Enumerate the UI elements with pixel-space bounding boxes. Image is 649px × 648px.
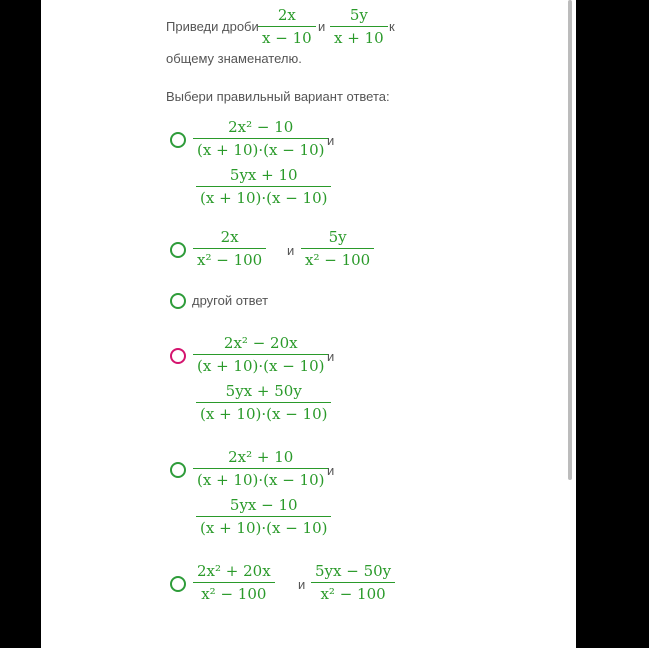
- option-4-fraction-2: $\frac{5yx + 50y}{(x + 10)\cdot(x - 10)}$: [196, 382, 331, 423]
- option-1-fraction-1: $\frac{\text{2x² − 10}}{(x + 10)\cdot(x - 10)}$: [193, 118, 328, 159]
- option-6-conj: и: [298, 577, 306, 592]
- option-6-fraction-1: $\frac{\text{2x² + 20x}}{\text{x² − 100}}$: [193, 562, 275, 603]
- option-4-radio[interactable]: [170, 348, 186, 364]
- option-1-radio[interactable]: [170, 132, 186, 148]
- option-2-conj: и: [287, 243, 295, 258]
- option-3-radio[interactable]: [170, 293, 186, 309]
- option-6-fraction-2: $\frac{5yx - 50y}{\text{x² − 100}}$: [311, 562, 395, 603]
- option-5-fraction-1: $\frac{\text{2x² + 10}}{(x + 10)\cdot(x - 10)}$: [193, 448, 328, 489]
- option-5-radio[interactable]: [170, 462, 186, 478]
- scrollbar[interactable]: [568, 0, 572, 480]
- option-5-fraction-2: $\frac{5yx - 10}{(x + 10)\cdot(x - 10)}$: [196, 496, 331, 537]
- option-2-fraction-2: $\frac{5y}{\text{x² − 100}}$: [301, 228, 374, 269]
- question-fraction-b: $\frac{5y}{x + 10}$: [330, 6, 388, 47]
- instruction: Выбери правильный вариант ответа:: [166, 89, 390, 104]
- option-2-fraction-1: $\frac{2x}{\text{x² − 100}}$: [193, 228, 266, 269]
- option-2-radio[interactable]: [170, 242, 186, 258]
- option-5-conj: и: [327, 463, 335, 478]
- option-4-conj: и: [327, 349, 335, 364]
- question-fraction-a: $\frac{2x}{x - 10}$: [258, 6, 316, 47]
- question-prefix: Приведи дроби: [166, 19, 259, 34]
- option-1-conj: и: [327, 133, 335, 148]
- question-conj: и: [318, 19, 326, 34]
- option-3-label[interactable]: другой ответ: [192, 293, 269, 308]
- question-suffix: к: [389, 19, 395, 34]
- question-line2: общему знаменателю.: [166, 51, 302, 66]
- option-1-fraction-2: $\frac{5yx + 10}{(x + 10)\cdot(x - 10)}$: [196, 166, 331, 207]
- option-4-fraction-1: $\frac{\text{2x² − 20x}}{(x + 10)\cdot(x - 10)}$: [193, 334, 328, 375]
- option-6-radio[interactable]: [170, 576, 186, 592]
